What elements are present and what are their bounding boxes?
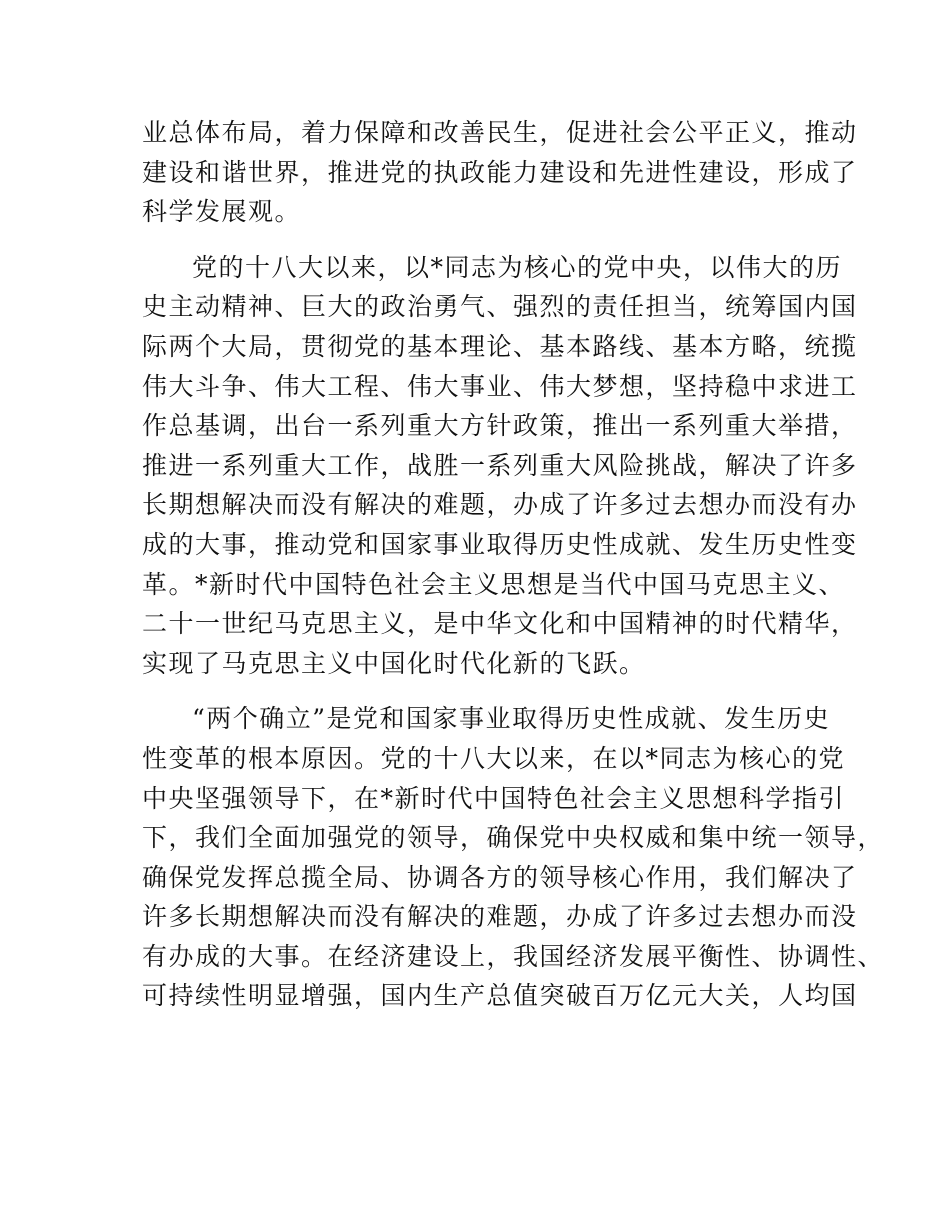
- paragraph-since-18th-congress: [142, 248, 858, 684]
- text-line: 二十一世纪马克思主义，是中华文化和中国精神的时代精华，: [142, 609, 858, 639]
- text-line: 下，我们全面加强党的领导，确保党中央权威和集中统一领导，: [142, 823, 885, 853]
- text-line: 确保党发挥总揽全局、协调各方的领导核心作用，我们解决了: [142, 862, 858, 892]
- text-line: 伟大斗争、伟大工程、伟大事业、伟大梦想，坚持稳中求进工: [142, 371, 858, 401]
- text-line: 长期想解决而没有解决的难题，办成了许多过去想办而没有办: [142, 490, 858, 520]
- text-line: 许多长期想解决而没有解决的难题，办成了许多过去想办而没: [142, 902, 858, 932]
- text-line: 中央坚强领导下，在*新时代中国特色社会主义思想科学指引: [142, 783, 846, 813]
- text-line: 科学发展观。: [142, 197, 302, 227]
- text-line: 革。*新时代中国特色社会主义思想是当代中国马克思主义、: [142, 569, 846, 599]
- text-line: “两个确立”是党和国家事业取得历史性成就、发生历史: [192, 704, 831, 734]
- document-body: [142, 113, 885, 1032]
- text-line: 业总体布局，着力保障和改善民生，促进社会公平正义，推动: [142, 118, 858, 147]
- text-line: 实现了马克思主义中国化时代化新的飞跃。: [142, 648, 646, 678]
- text-line: 建设和谐世界，推进党的执政能力建设和先进性建设，形成了: [142, 157, 858, 187]
- text-line: 有办成的大事。在经济建设上，我国经济发展平衡性、协调性、: [142, 941, 885, 971]
- text-line: 可持续性明显增强，国内生产总值突破百万亿元大关，人均国: [142, 981, 858, 1011]
- paragraph-two-establishments: [142, 699, 885, 1016]
- text-line: 性变革的根本原因。党的十八大以来，在以*同志为核心的党: [142, 743, 846, 773]
- paragraph-scientific-outlook: [142, 113, 858, 232]
- text-line: 史主动精神、巨大的政治勇气、强烈的责任担当，统筹国内国: [142, 292, 858, 322]
- text-line: 际两个大局，贯彻党的基本理论、基本路线、基本方略，统揽: [142, 331, 858, 361]
- text-line: 推进一系列重大工作，战胜一系列重大风险挑战，解决了许多: [142, 450, 858, 480]
- text-line: 作总基调，出台一系列重大方针政策，推出一系列重大举措，: [142, 411, 858, 441]
- text-line: 党的十八大以来，以*同志为核心的党中央，以伟大的历: [192, 252, 843, 282]
- text-line: 成的大事，推动党和国家事业取得历史性成就、发生历史性变: [142, 529, 858, 559]
